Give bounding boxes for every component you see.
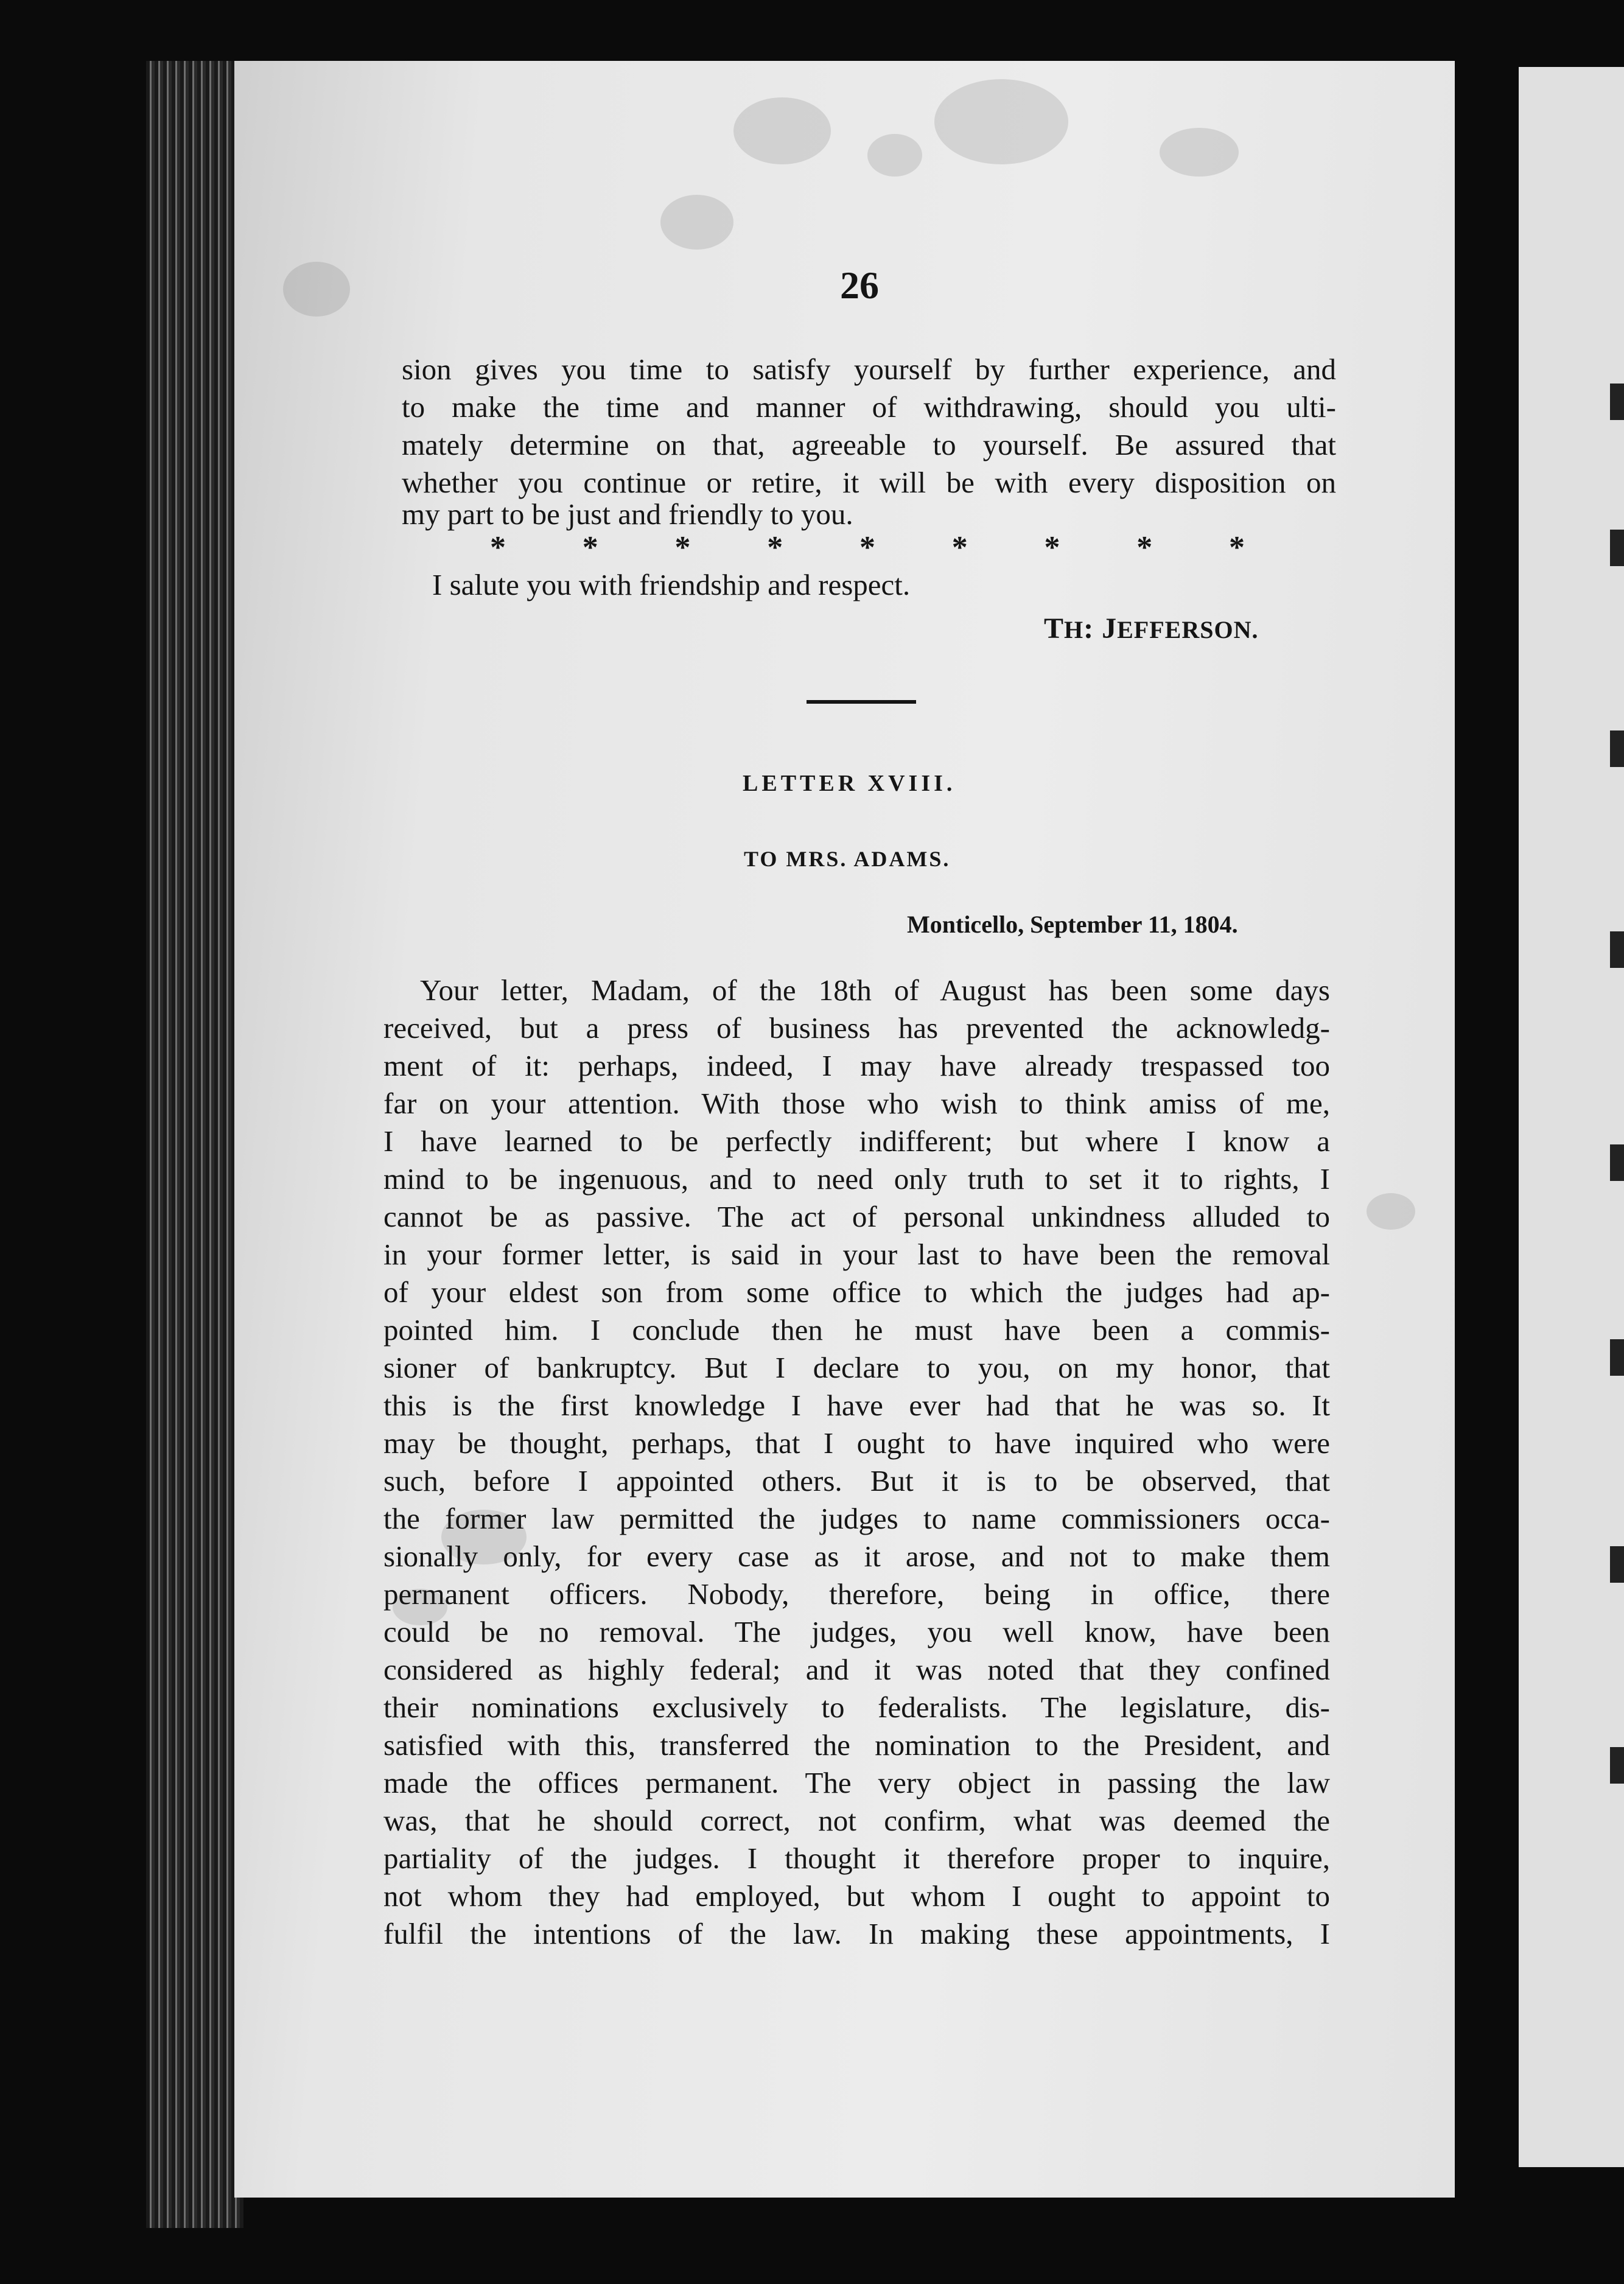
signature-part: : J — [1083, 612, 1118, 645]
text-line: made the offices permanent. The very object in passing the law — [383, 1766, 1330, 1799]
text-line: pointed him. I conclude then he must have been a commis- — [383, 1313, 1330, 1347]
text-line: fulfil the intentions of the law. In making these appointments, I — [383, 1917, 1330, 1950]
star: * — [674, 530, 691, 565]
text-line: could be no removal. The judges, you well know, have been — [383, 1615, 1330, 1648]
text-line: in your former letter, is said in your last to have been the removal — [383, 1238, 1330, 1271]
text-line: whether you continue or retire, it will be with every disposition on — [402, 466, 1336, 499]
page-number: 26 — [840, 264, 879, 307]
star: * — [582, 530, 598, 565]
text-line: far on your attention. With those who wish to think amiss of me, — [383, 1087, 1330, 1120]
asterism — [490, 530, 1245, 566]
text-line: sionally only, for every case as it arose, and not to make them — [383, 1540, 1330, 1573]
text-line: such, before I appointed others. But it is to be observed, that — [383, 1464, 1330, 1498]
adjacent-page — [1519, 67, 1624, 2167]
dateline: Monticello, September 11, 1804. — [907, 911, 1238, 938]
text-line: ment of it: perhaps, indeed, I may have already trespassed too — [383, 1049, 1330, 1082]
text-line: permanent officers. Nobody, therefore, being in office, there — [383, 1577, 1330, 1611]
text-line: Your letter, Madam, of the 18th of August has been some days — [420, 973, 1330, 1007]
star: * — [767, 530, 783, 565]
text-line: of your eldest son from some office to which the judges had ap- — [383, 1275, 1330, 1309]
text-line: I have learned to be perfectly indifferent; but where I know a — [383, 1124, 1330, 1158]
star: * — [951, 530, 968, 565]
signature-part: T — [1044, 612, 1065, 645]
text-line: mately determine on that, agreeable to yourself. Be assured that — [402, 428, 1336, 461]
text-line: their nominations exclusively to federalists. The legislature, dis- — [383, 1690, 1330, 1724]
star: * — [859, 530, 875, 565]
text-line: cannot be as passive. The act of personal unkindness alluded to — [383, 1200, 1330, 1233]
star: * — [1229, 530, 1245, 565]
text-line: sion gives you time to satisfy yourself by further experience, and — [402, 352, 1336, 386]
text-line: partiality of the judges. I thought it therefore proper to inquire, — [383, 1841, 1330, 1875]
text-line: not whom they had employed, but whom I ought to appoint to — [383, 1879, 1330, 1913]
text-line: the former law permitted the judges to name commissioners occa- — [383, 1502, 1330, 1535]
text-line: my part to be just and friendly to you. — [402, 497, 853, 531]
text-line: mind to be ingenuous, and to need only truth to set it to rights, I — [383, 1162, 1330, 1196]
salutation: I salute you with friendship and respect. — [432, 568, 911, 601]
signature-part: EFFERSON. — [1117, 616, 1259, 643]
text-line: to make the time and manner of withdrawing, should you ulti- — [402, 390, 1336, 424]
text-line: may be thought, perhaps, that I ought to have inquired who were — [383, 1426, 1330, 1460]
signature-part: H — [1064, 616, 1084, 643]
text-line: satisfied with this, transferred the nomination to the President, and — [383, 1728, 1330, 1762]
letter-heading: LETTER XVIII. — [743, 771, 956, 796]
text-line: was, that he should correct, not confirm, what was deemed the — [383, 1804, 1330, 1837]
text-line: received, but a press of business has prevented the acknowledg- — [383, 1011, 1330, 1045]
text-line: sioner of bankruptcy. But I declare to you, on my honor, that — [383, 1351, 1330, 1384]
star: * — [490, 530, 506, 565]
section-rule — [807, 700, 916, 704]
star: * — [1044, 530, 1060, 565]
star: * — [1136, 530, 1153, 565]
page-edges — [146, 61, 243, 2228]
addressee: TO MRS. ADAMS. — [744, 847, 951, 871]
signature — [1044, 612, 1258, 645]
text-line: considered as highly federal; and it was noted that they confined — [383, 1653, 1330, 1686]
text-line: this is the first knowledge I have ever had that he was so. It — [383, 1389, 1330, 1422]
